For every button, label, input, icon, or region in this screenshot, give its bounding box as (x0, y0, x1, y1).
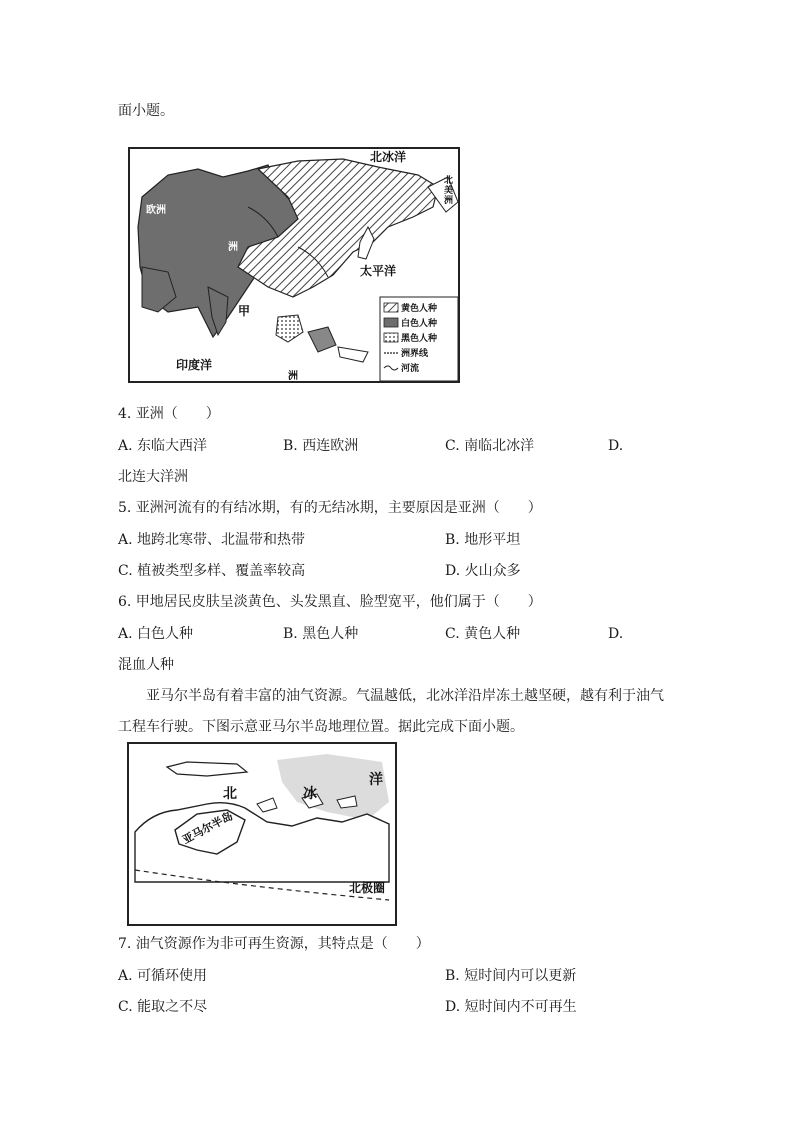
intro-tail: 面小题。 (118, 103, 174, 119)
passage-line-2: 工程车行驶。下图示意亚马尔半岛地理位置。据此完成下面小题。 (118, 719, 524, 735)
label-na-2: 美 (444, 186, 454, 196)
q6-option-c: C. 黄色人种 (445, 626, 521, 642)
q5-option-a: A. 地跨北寒带、北温带和热带 (118, 532, 306, 548)
label-europe: 欧洲 (146, 205, 166, 216)
legend-white: 白色人种 (401, 319, 438, 329)
q4-option-a: A. 东临大西洋 (118, 438, 208, 454)
label-bing: 冰 (303, 786, 317, 802)
q5-option-c: C. 植被类型多样、覆盖率较高 (118, 563, 306, 579)
legend-river: 河流 (401, 364, 420, 374)
q7-option-a: A. 可循环使用 (118, 968, 208, 984)
q7-stem: 7. 油气资源作为非可再生资源，其特点是（ ） (118, 936, 430, 952)
q7-option-b: B. 短时间内可以更新 (445, 968, 577, 984)
label-arctic: 北冰洋 (370, 150, 407, 164)
label-asia-mid: 洲 (228, 242, 238, 253)
q5-option-b: B. 地形平坦 (445, 532, 521, 548)
legend-yellow: 黄色人种 (401, 304, 438, 314)
label-peninsula: 亚马尔半岛 (180, 809, 235, 847)
label-na-3: 洲 (444, 196, 454, 206)
q4-option-d-text: 北连大洋洲 (118, 469, 188, 485)
q6-option-d: D. (608, 626, 624, 642)
label-arctic-circle: 北极圈 (349, 881, 386, 895)
legend-black: 黑色人种 (401, 334, 438, 344)
q6-option-a: A. 白色人种 (118, 626, 194, 642)
asia-race-map (128, 147, 460, 383)
q5-stem: 5. 亚洲河流有的有结冰期，有的无结冰期，主要原因是亚洲（ ） (118, 500, 542, 516)
passage-line-1: 亚马尔半岛有着丰富的油气资源。气温越低，北冰洋沿岸冻土越坚硬，越有利于油气 (146, 688, 664, 704)
label-indian: 印度洋 (176, 358, 213, 372)
label-pan: 洲 (288, 371, 298, 382)
map-legend (380, 297, 458, 381)
q5-option-d: D. 火山众多 (445, 563, 521, 579)
legend-boundary: 洲界线 (401, 349, 429, 359)
label-pacific: 太平洋 (360, 264, 397, 278)
label-na-1: 北 (444, 176, 454, 186)
q6-option-d-text: 混血人种 (118, 657, 174, 673)
label-yang: 洋 (369, 772, 383, 788)
yamal-peninsula-map (127, 742, 397, 926)
q4-option-c: C. 南临北冰洋 (445, 438, 535, 454)
q6-option-b: B. 黑色人种 (283, 626, 359, 642)
label-bei: 北 (223, 786, 237, 802)
q4-option-d: D. (608, 438, 624, 454)
label-jia: 甲 (238, 304, 251, 318)
q7-option-c: C. 能取之不尽 (118, 999, 208, 1015)
q4-option-b: B. 西连欧洲 (283, 438, 359, 454)
q4-stem: 4. 亚洲（ ） (118, 406, 220, 422)
q6-stem: 6. 甲地居民皮肤呈淡黄色、头发黑直、脸型宽平，他们属于（ ） (118, 594, 542, 610)
q7-option-d: D. 短时间内不可再生 (445, 999, 577, 1015)
